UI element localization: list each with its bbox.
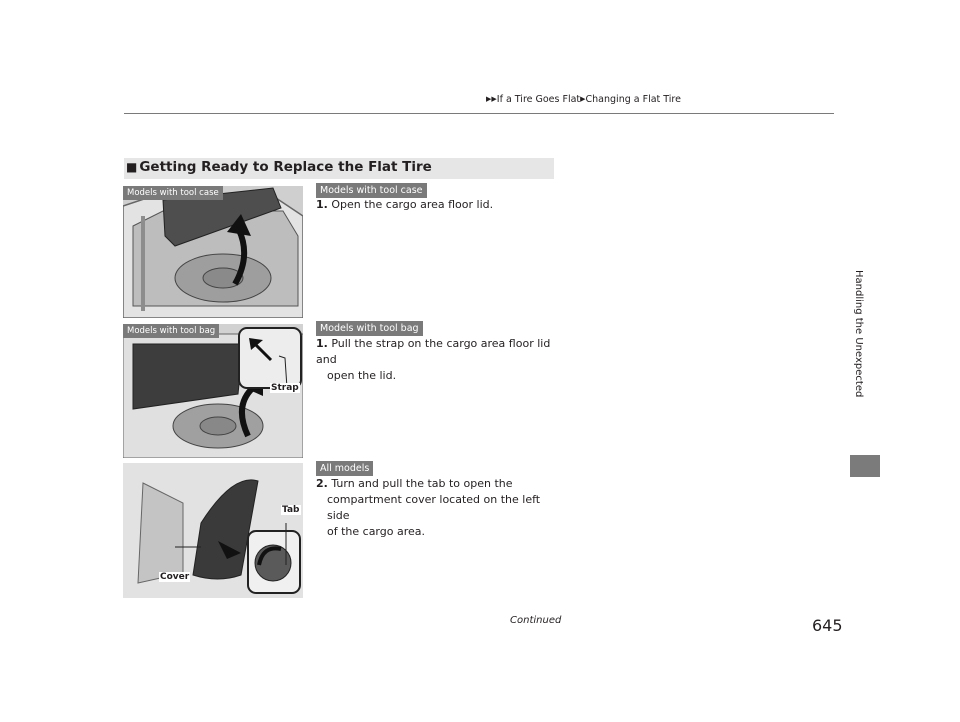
- step-number: 1.: [316, 337, 328, 350]
- strap-callout: Strap: [271, 383, 299, 393]
- step-text-line2: compartment cover located on the left side: [327, 493, 541, 522]
- figure-tool-bag: [123, 324, 303, 458]
- breadcrumb-arrow-icon: ▶: [580, 95, 586, 103]
- section-title: [126, 159, 432, 175]
- figure-compartment-cover: [123, 463, 303, 598]
- figure-tool-case-illustration: [123, 186, 303, 318]
- continued-label: Continued: [510, 615, 562, 626]
- header-divider: [124, 113, 834, 114]
- breadcrumb-item-2[interactable]: Changing a Flat Tire: [585, 94, 681, 105]
- section-title-text: Getting Ready to Replace the Flat Tire: [139, 159, 432, 175]
- step-text-line3: of the cargo area.: [327, 525, 426, 538]
- figure-label: Models with tool bag: [123, 324, 219, 338]
- step-1-tool-bag: [316, 336, 566, 384]
- step-2-all-models: [316, 476, 566, 540]
- step-text-line1: Pull the strap on the cargo area floor lid and: [316, 337, 551, 366]
- step-badge-tool-bag: Models with tool bag: [316, 321, 423, 336]
- step-badge-all-models: All models: [316, 461, 373, 476]
- breadcrumb: [486, 94, 681, 105]
- figure-label: Models with tool case: [123, 186, 223, 200]
- step-text: Open the cargo area floor lid.: [331, 198, 494, 211]
- figure-cover-illustration: [123, 463, 303, 598]
- step-badge-tool-case: Models with tool case: [316, 183, 427, 198]
- step-number: 1.: [316, 198, 328, 211]
- step-text-line2: open the lid.: [327, 369, 397, 382]
- side-tab-label: Handling the Unexpected: [853, 270, 864, 398]
- page-number: 645: [812, 616, 843, 635]
- section-square-icon: ■: [126, 160, 138, 174]
- tab-callout: Tab: [282, 505, 300, 515]
- side-tab-marker: [850, 455, 880, 477]
- breadcrumb-arrow-icon: ▶▶: [486, 95, 497, 103]
- breadcrumb-item-1[interactable]: If a Tire Goes Flat: [496, 94, 581, 105]
- step-text-line1: Turn and pull the tab to open the: [331, 477, 513, 490]
- step-number: 2.: [316, 477, 328, 490]
- figure-tool-case: [123, 186, 303, 318]
- cover-callout: Cover: [160, 572, 190, 582]
- step-1-tool-case: [316, 197, 566, 213]
